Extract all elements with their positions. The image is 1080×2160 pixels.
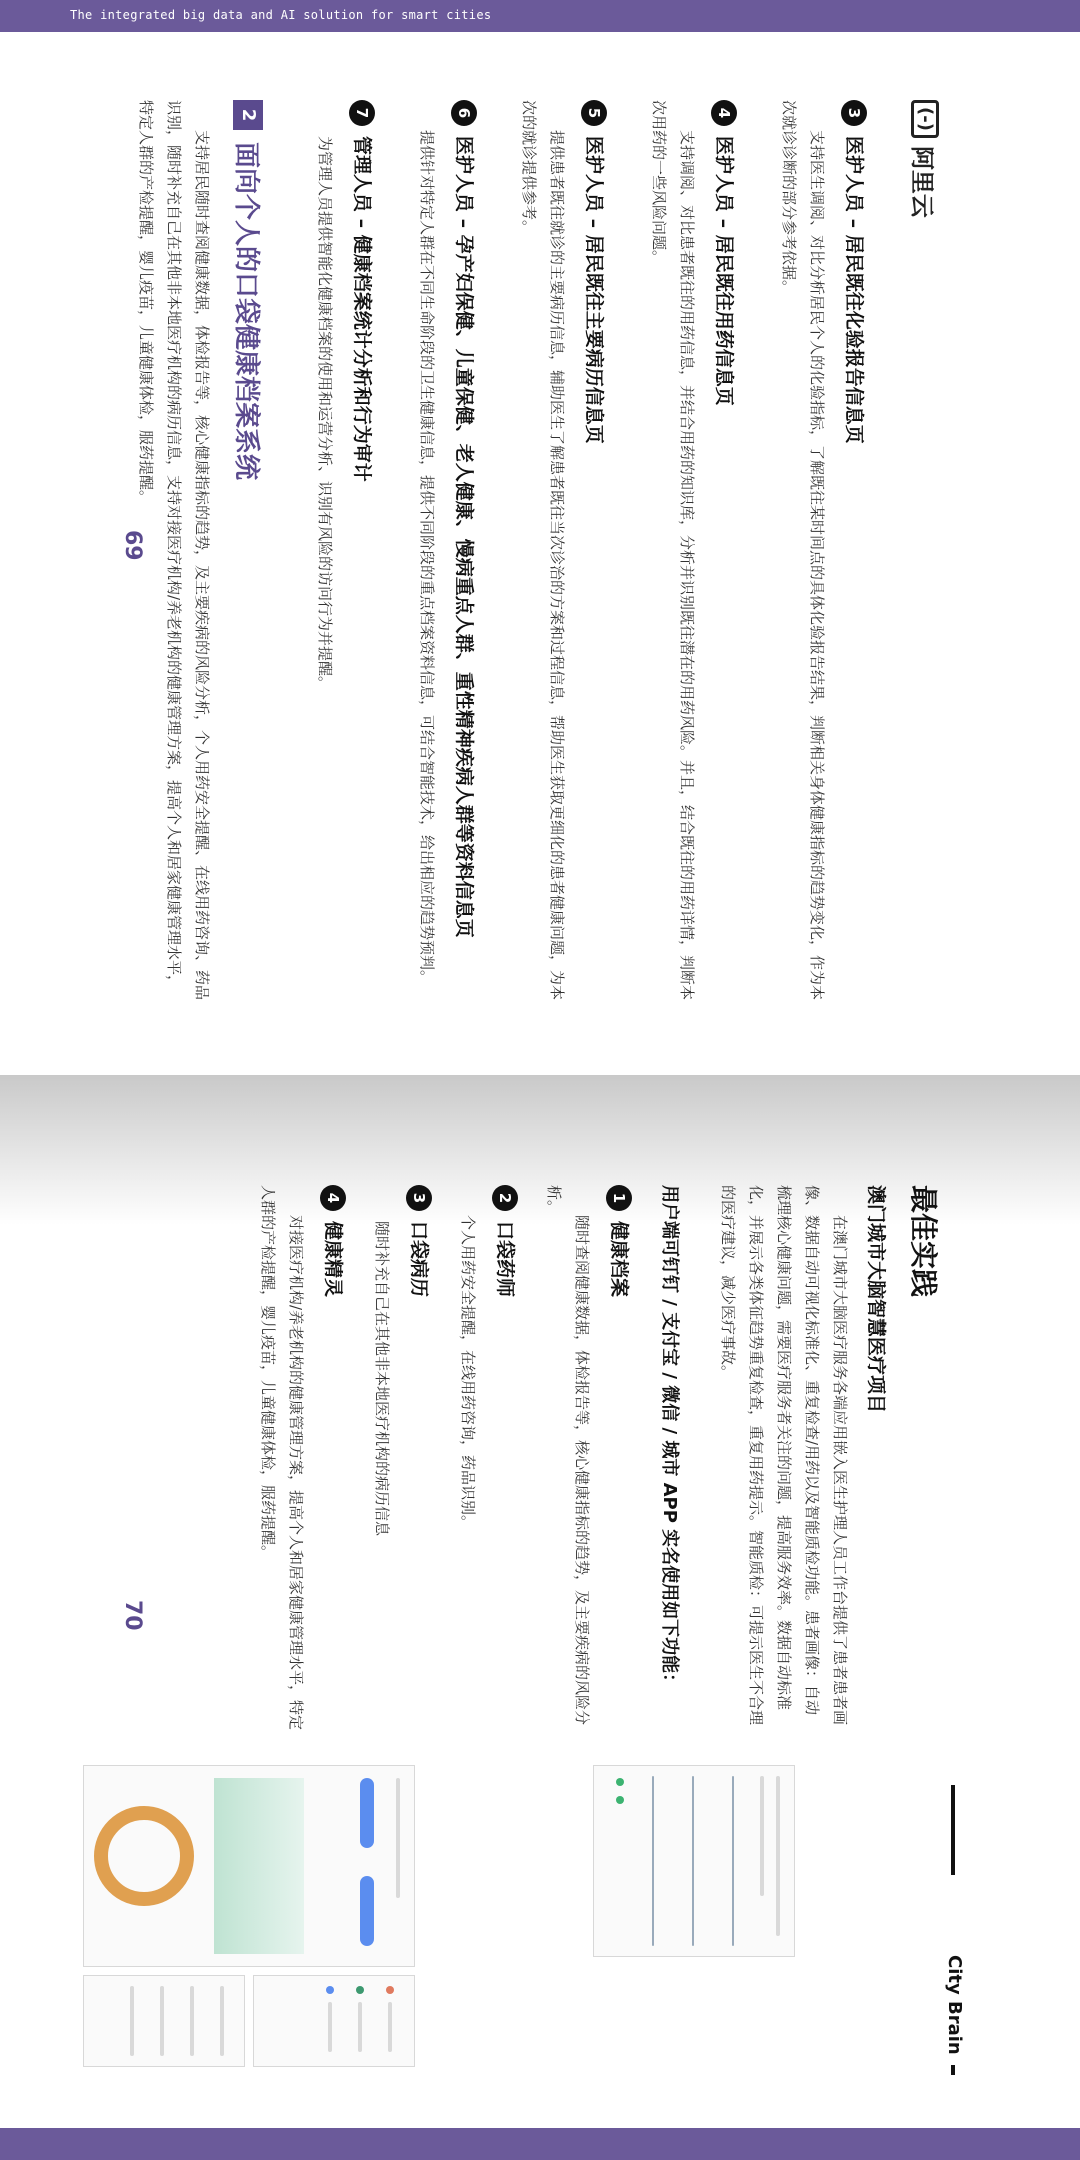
phone-screenshot-list — [253, 1975, 415, 2067]
section-7 — [311, 100, 375, 1000]
section-title: 医护人员 – 居民既往主要病历信息页 — [583, 136, 605, 444]
section-3 — [775, 100, 867, 1000]
section-5 — [515, 100, 607, 1000]
page-number: 69 — [120, 530, 145, 561]
item-body: 随时查阅健康数据，体检报告等，核心健康指标的趋势，及主要疾病的风险分析。 — [545, 1185, 591, 1726]
section-body: 支持医生调阅、对比分析居民个人的化验指标，了解既往某时间点的具体化验报告结果，判断相关身体健康指标的趋势变化，作为本次就诊诊断的部分参考依据。 — [780, 100, 826, 1001]
logo — [905, 100, 945, 1000]
item-body: 对接医疗机构/养老机构的健康管理方案，提高个人和居家健康管理水平，特定人群的产检提醒，婴儿疫苗，儿童健康体检，服药提醒。 — [259, 1185, 305, 1731]
item-title: 口袋病历 — [408, 1221, 430, 1298]
page-69 — [85, 100, 945, 1000]
trend-chart-area — [214, 1778, 304, 1954]
page-70 — [85, 1185, 965, 2075]
number-badge: 3 — [406, 1185, 432, 1211]
city-brain-brand: City Brain — [944, 1955, 965, 2055]
best-practice-title: 最佳实践 — [907, 1185, 940, 1298]
brand-rule — [951, 1785, 955, 1875]
heading-body: 支持居民随时查阅健康数据，体检报告等，核心健康指标的趋势，及主要疾病的风险分析，个人用药安全提醒、在线用药咨询、药品识别，随时补充自己在其他非本地医疗机构的病历信息，支持对接医疗机构/养老机构的健康管理方案，提高个人和居家健康管理水平，特定人群的产检提醒，婴儿疫苗，儿童健康体检，服药提醒。 — [137, 100, 211, 1001]
phone-screenshot-trend — [83, 1765, 415, 1967]
number-badge: 4 — [711, 100, 737, 126]
bottom-banner — [0, 2128, 1080, 2160]
heading-number-badge: 2 — [234, 100, 264, 130]
section-6 — [413, 100, 477, 1000]
section-body: 支持调阅、对比患者既往的用药信息，并结合用药的知识库，分析并识别既往潜在的用药风险。并且，结合既往的用药详情，判断本次用药的一些风险问题。 — [650, 100, 696, 1001]
item-title: 口袋药师 — [494, 1221, 516, 1298]
section-title: 医护人员 – 孕产妇保健、儿童保健、老人健康、慢病重点人群、重性精神疾病人群等资料信息页 — [453, 136, 475, 938]
section-title: 医护人员 – 居民既往化验报告信息页 — [843, 136, 865, 444]
brand-rule-end — [951, 2065, 955, 2075]
number-badge: 5 — [581, 100, 607, 126]
number-badge: 4 — [320, 1185, 346, 1211]
dashboard-screenshot — [593, 1765, 795, 1957]
section-4 — [645, 100, 737, 1000]
item-body: 随时补充自己在其他非本地医疗机构的病历信息 — [373, 1221, 391, 1537]
section-heading-2 — [230, 100, 267, 1000]
section-title: 医护人员 – 居民既往用药信息页 — [713, 136, 735, 406]
number-badge: 2 — [492, 1185, 518, 1211]
top-banner — [0, 0, 1080, 32]
item-title: 健康档案 — [608, 1221, 630, 1298]
number-badge: 6 — [451, 100, 477, 126]
project-title: 澳门城市大脑智慧医疗项目 — [865, 1185, 887, 1414]
section-body: 提供针对特定人群在不同生命阶段的卫生健康信息，提供不同阶段的重点档案资料信息，可结合智能技术，给出相应的趋势预判。 — [418, 130, 436, 986]
item-title: 健康精灵 — [322, 1221, 344, 1298]
phone-screenshot-grid — [83, 1975, 245, 2067]
tagline: The integrated big data and AI solution for smart cities — [70, 8, 492, 22]
number-badge: 3 — [841, 100, 867, 126]
item-2 — [454, 1185, 518, 2075]
apps-title: 用户端可钉钉 / 支付宝 / 微信 / 城市 APP 实名使用如下功能： — [659, 1185, 680, 1692]
number-badge: 7 — [349, 100, 375, 126]
project-intro: 在澳门城市大脑医疗服务各端应用嵌入医生护理人员工作台提供了患者患者画像、数据自动可视化标准化、重复检查/用药以及智能质检功能。患者画像：自动梳理核心健康问题，需要医疗服务者关注的问题，提高服务效率。数据自动标准化，并展示各类体征趋势重复检查，重复用药提示。智能质检：可提示医生不合理的医疗建议，减少医疗事故。 — [719, 1185, 849, 1726]
aliyun-logo-icon: (-) — [911, 100, 939, 138]
section-body: 提供患者既往就诊的主要病历信息，辅助医生了解患者既往当次诊治的方案和过程信息，帮助医生获取更细化的患者健康问题，为本次的就诊提供参考。 — [520, 100, 566, 1001]
number-badge: 1 — [606, 1185, 632, 1211]
section-body: 为管理人员提供智能化健康档案的使用和运营分析、识别有风险的访问行为并提醒。 — [316, 136, 334, 692]
logo-text: 阿里云 — [908, 145, 937, 218]
item-body: 个人用药安全提醒，在线用药咨询，药品识别。 — [459, 1215, 477, 1531]
donut-chart-icon — [94, 1806, 194, 1906]
heading-title: 面向个人的口袋健康档案系统 — [231, 142, 261, 481]
page-number: 70 — [120, 1600, 145, 1631]
section-title: 管理人员 – 健康档案统计分析和行为审计 — [351, 136, 373, 482]
